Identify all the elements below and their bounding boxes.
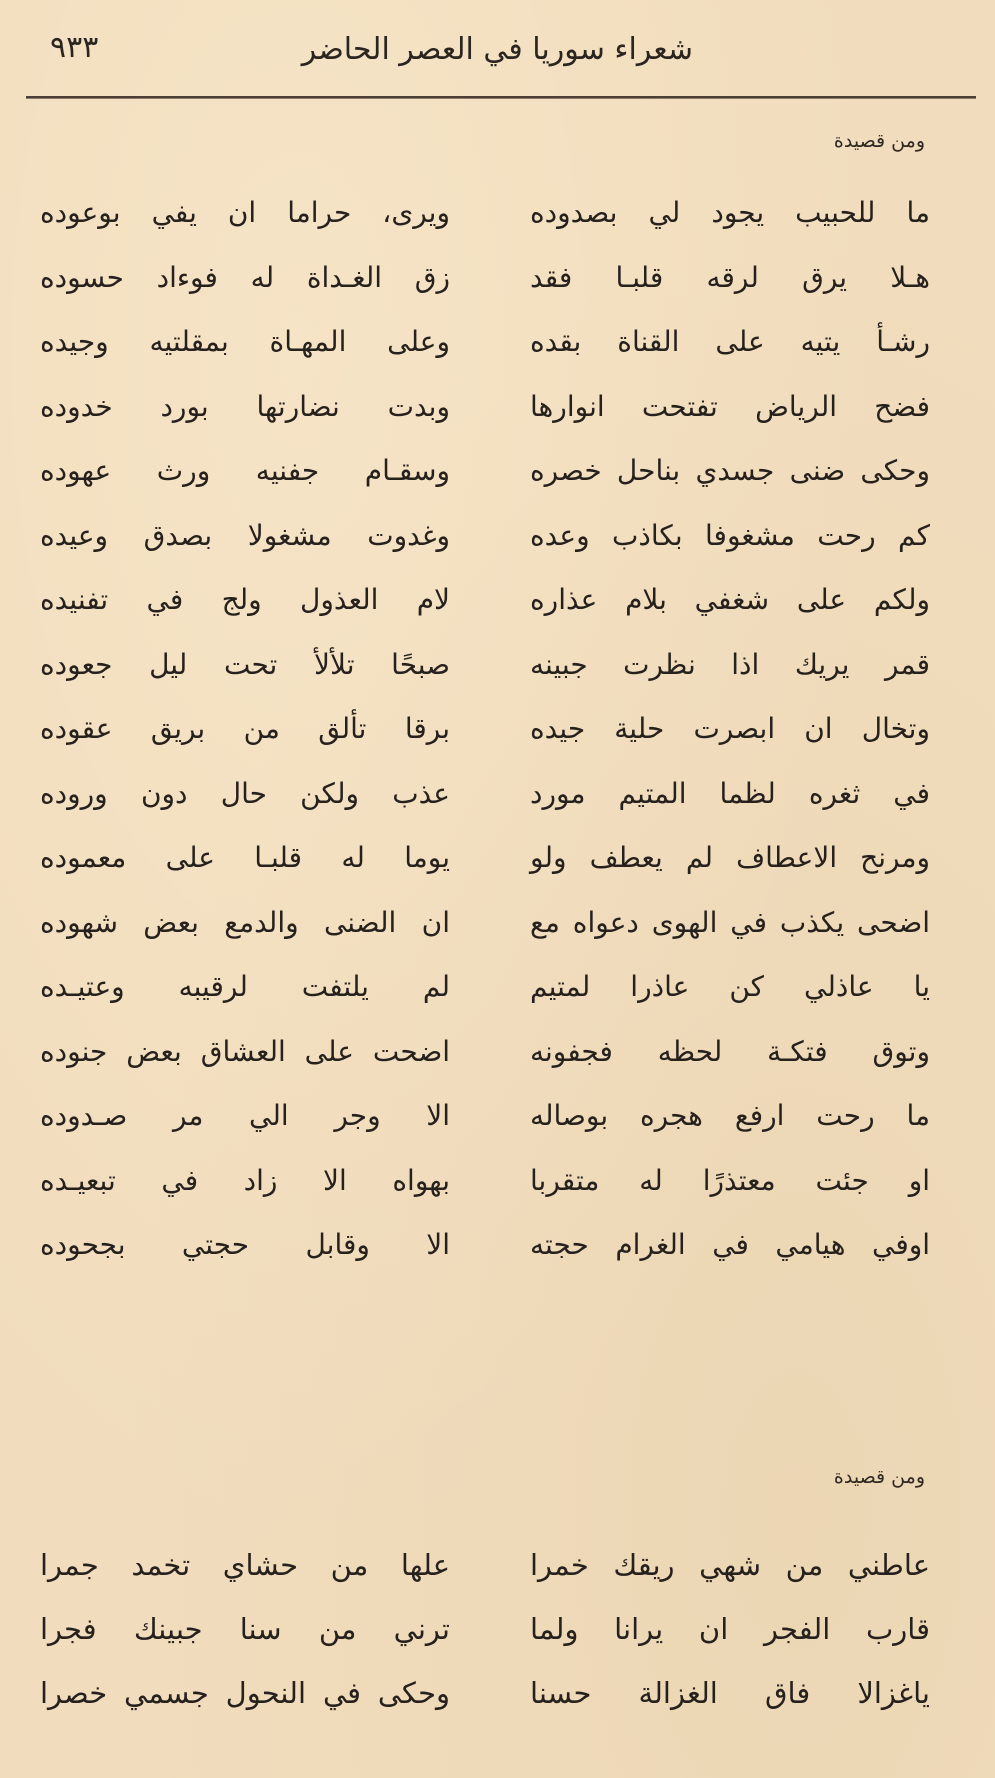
page-number: ٩٣٣ [50,30,99,65]
running-title: شعراء سوريا في العصر الحاضر [301,32,693,67]
first-hemistich: ومرنح الاعطاف لم يعطف ولو [530,841,930,874]
verse-line [0,188,995,238]
verse-line [0,1668,995,1718]
section-label: ومن قصيدة [833,1466,925,1488]
first-hemistich: وتوق فتكـة لحظه فجفونه [530,1034,930,1068]
section-label: ومن قصيدة [833,130,925,152]
second-hemistich: وسقـام جفنيه ورث عهوده [40,454,450,487]
second-hemistich: بهواه الا زاد في تبعيـده [40,1163,450,1197]
verse-line [0,640,995,690]
first-hemistich: ما رحت ارفع هجره بوصاله [530,1099,930,1132]
second-hemistich: برقا تألق من بريق عقوده [40,712,450,745]
first-hemistich: ياغزالا فاق الغزالة حسنا [530,1676,930,1710]
second-hemistich: يوما له قلبـا على معموده [40,841,450,874]
first-hemistich: اوفي هيامي في الغرام حجته [530,1228,930,1261]
second-hemistich: لم يلتفت لرقيبه وعتيـده [40,970,450,1003]
verse-line [0,317,995,367]
verse-line [0,833,995,883]
first-hemistich: هـلا يرق لرقه قلبـا فقد [530,260,930,294]
second-hemistich: علها من حشاي تخمد جمرا [40,1548,450,1582]
first-hemistich: ولكم على شغفي بلام عذاره [530,583,930,616]
verse-line [0,1027,995,1077]
second-hemistich: وبدت نضارتها بورد خدوده [40,389,450,423]
verse-line [0,253,995,303]
first-hemistich: اضحى يكذب في الهوى دعواه مع [530,905,930,939]
verse-line [0,446,995,496]
first-hemistich: ما للحبيب يجود لي بصدوده [530,196,930,229]
verse-line [0,382,995,432]
first-hemistich: فضح الرياض تفتحت انوارها [530,389,930,423]
first-hemistich: عاطني من شهي ريقك خمرا [530,1548,930,1582]
first-hemistich: قمر يريك اذا نظرت جبينه [530,647,930,681]
second-hemistich: لام العذول ولج في تفنيده [40,583,450,616]
second-hemistich: وعلى المهـاة بمقلتيه وجيده [40,325,450,358]
second-hemistich: صبحًا تلألأ تحت ليل جعوده [40,647,450,681]
first-hemistich: كم رحت مشغوفا بكاذب وعده [530,518,930,552]
first-hemistich: قارب الفجر ان يرانا ولما [530,1612,930,1646]
second-hemistich: الا وقابل حجتي بجحوده [40,1228,450,1261]
second-hemistich: وحكى في النحول جسمي خصرا [40,1676,450,1710]
verse-line [0,704,995,754]
verse-line [0,1091,995,1141]
second-hemistich: عذب ولكن حال دون وروده [40,776,450,810]
second-hemistich: ترني من سنا جبينك فجرا [40,1612,450,1646]
first-hemistich: وحكى ضنى جسدي بناحل خصره [530,454,930,487]
second-hemistich: زق الغـداة له فوءاد حسوده [40,260,450,294]
second-hemistich: الا وجر الي مر صـدوده [40,1099,450,1132]
verse-line [0,1220,995,1270]
second-hemistich: ان الضنى والدمع بعض شهوده [40,905,450,939]
verse-line [0,962,995,1012]
first-hemistich: في ثغره لظما المتيم مورد [530,776,930,810]
header-rule [26,96,976,99]
first-hemistich: يا عاذلي كن عاذرا لمتيم [530,970,930,1003]
verse-line [0,575,995,625]
verse-line [0,898,995,948]
second-hemistich: وغدوت مشغولا بصدق وعيده [40,518,450,552]
second-hemistich: اضحت على العشاق بعض جنوده [40,1034,450,1068]
second-hemistich: ويرى، حراما ان يفي بوعوده [40,196,450,229]
verse-line [0,1604,995,1654]
first-hemistich: وتخال ان ابصرت حلية جيده [530,712,930,745]
first-hemistich: رشـأ يتيه على القناة بقده [530,325,930,358]
first-hemistich: او جئت معتذرًا له متقربا [530,1163,930,1197]
verse-line [0,1156,995,1206]
verse-line [0,769,995,819]
verse-line [0,511,995,561]
verse-line [0,1540,995,1590]
page-header [28,22,968,72]
